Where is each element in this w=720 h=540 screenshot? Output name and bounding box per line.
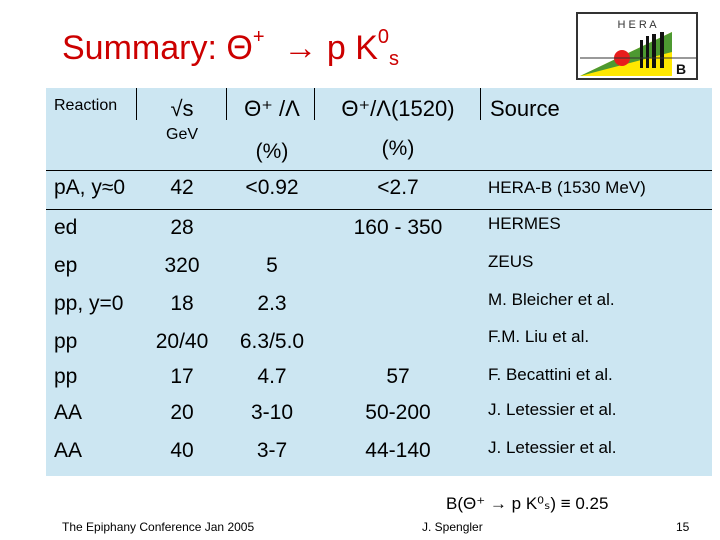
svg-text:H E R A: H E R A — [617, 19, 657, 31]
table-cell-ratio1: 2.3 — [257, 292, 287, 315]
table-cell-ratio2: 57 — [386, 365, 410, 388]
table-cell-sqrts: 20 — [170, 401, 194, 424]
table-cell-ratio1: 3-10 — [250, 401, 294, 424]
table-cell-ratio2: 160 - 350 — [353, 216, 443, 239]
branching-ratio-note: B(Θ⁺ → p K⁰ₛ) ≡ 0.25 — [446, 494, 609, 513]
table-cell-reaction: pp — [54, 365, 78, 388]
table-cell-ratio2: 50-200 — [365, 401, 431, 424]
table-cell-sqrts: 40 — [170, 439, 194, 462]
table-cell-ratio2: <2.7 — [377, 176, 419, 199]
header-divider — [314, 88, 315, 120]
header-percent-2: (%) — [381, 137, 415, 160]
header-ratio-lambda: Θ⁺ /Λ — [244, 96, 300, 121]
header-source: Source — [490, 96, 560, 121]
header-sqrts: √s — [170, 96, 194, 121]
slide-title: Summary: Θ+ → p $K^0_s$ — [62, 26, 399, 70]
table-cell-source: HERMES — [488, 214, 561, 233]
row-divider — [46, 209, 712, 210]
footer-author: J. Spengler — [422, 520, 483, 534]
row-divider — [46, 170, 712, 171]
table-cell-sqrts: 28 — [170, 216, 194, 239]
header-divider — [226, 88, 227, 120]
svg-text:B: B — [675, 61, 687, 77]
table-cell-source: F. Becattini et al. — [488, 365, 613, 384]
header-reaction: Reaction — [54, 97, 118, 114]
table-cell-reaction: ed — [54, 216, 78, 239]
header-divider — [136, 88, 137, 120]
page-number: 15 — [676, 520, 690, 534]
table-cell-source: M. Bleicher et al. — [488, 290, 615, 309]
table-cell-reaction: pA, y≈0 — [54, 176, 126, 199]
header-gev: GeV — [165, 126, 199, 143]
table-cell-source: ZEUS — [488, 252, 534, 271]
table-cell-source: HERA-B (1530 MeV) — [488, 178, 646, 197]
table-cell-sqrts: 20/40 — [155, 330, 209, 353]
table-cell-sqrts: 320 — [164, 254, 200, 277]
table-cell-sqrts: 42 — [170, 176, 194, 199]
table-cell-reaction: pp, y=0 — [54, 292, 124, 315]
table-cell-source: J. Letessier et al. — [488, 438, 617, 457]
table-cell-reaction: AA — [54, 401, 83, 424]
table-cell-sqrts: 17 — [170, 365, 194, 388]
header-ratio-lambda1520: Θ⁺/Λ(1520) — [341, 96, 455, 121]
table-cell-reaction: AA — [54, 439, 83, 462]
table-cell-ratio1: 6.3/5.0 — [239, 330, 305, 353]
table-cell-source: F.M. Liu et al. — [488, 327, 590, 346]
table-cell-ratio1: 3-7 — [256, 439, 288, 462]
header-divider — [480, 88, 481, 120]
header-percent-1: (%) — [255, 140, 289, 163]
table-cell-reaction: pp — [54, 330, 78, 353]
table-cell-reaction: ep — [54, 254, 78, 277]
table-cell-ratio1: 4.7 — [257, 365, 287, 388]
table-cell-ratio1: <0.92 — [245, 176, 299, 199]
footer-conference: The Epiphany Conference Jan 2005 — [62, 520, 255, 534]
table-cell-sqrts: 18 — [170, 292, 194, 315]
table-cell-ratio2: 44-140 — [365, 439, 431, 462]
hera-b-logo — [576, 12, 698, 80]
table-cell-ratio1: 5 — [266, 254, 278, 277]
table-cell-source: J. Letessier et al. — [488, 400, 617, 419]
